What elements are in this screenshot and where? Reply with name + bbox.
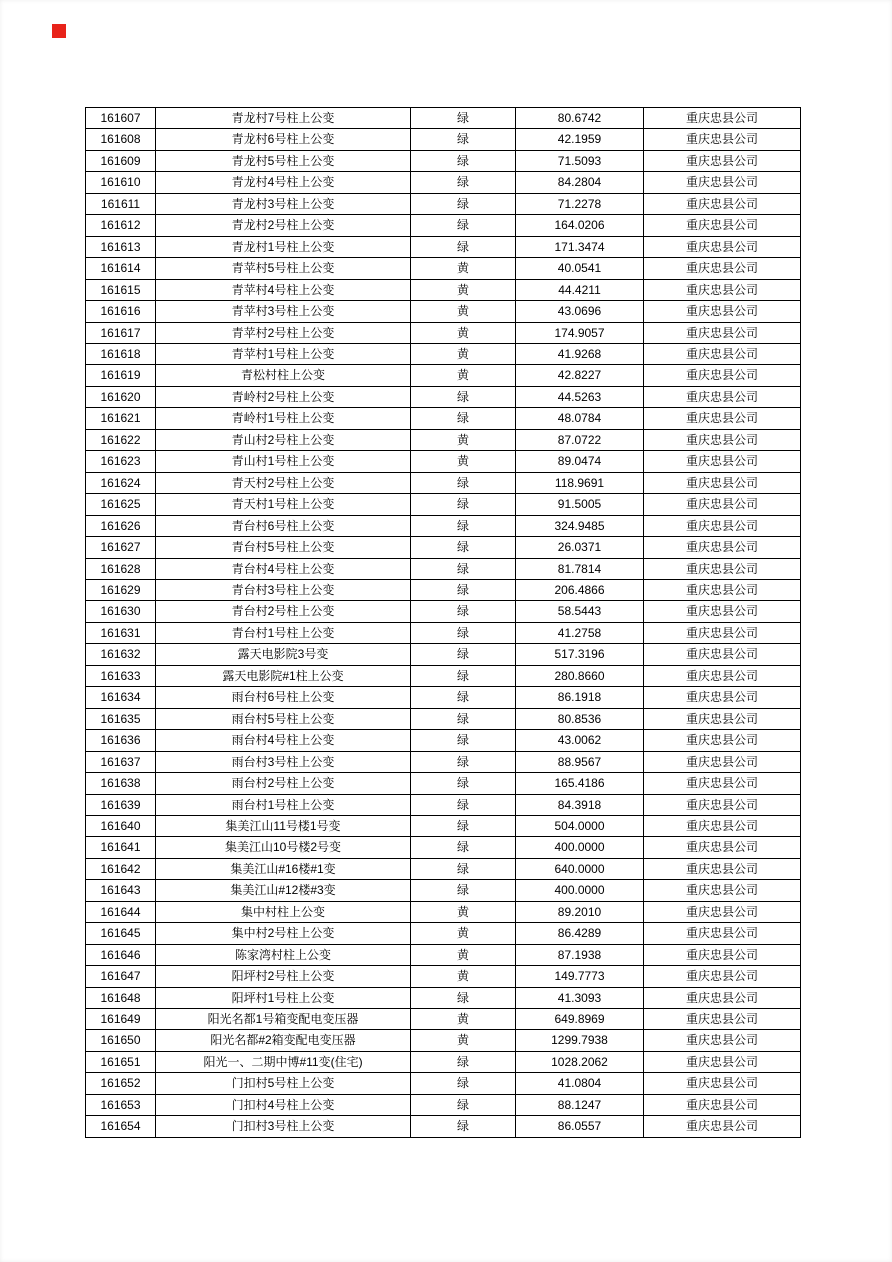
table-row (86, 1073, 801, 1094)
cell-company: 重庆忠县公司 (644, 386, 801, 407)
cell-status-color: 绿 (411, 236, 516, 257)
cell-status-color: 黄 (411, 1030, 516, 1051)
cell-company: 重庆忠县公司 (644, 408, 801, 429)
table-row (86, 601, 801, 622)
cell-company: 重庆忠县公司 (644, 687, 801, 708)
cell-load-value: 89.2010 (516, 901, 644, 922)
cell-row-id: 161639 (86, 794, 156, 815)
cell-load-value: 43.0062 (516, 730, 644, 751)
table-row (86, 665, 801, 686)
cell-company: 重庆忠县公司 (644, 558, 801, 579)
cell-company: 重庆忠县公司 (644, 515, 801, 536)
cell-load-value: 41.2758 (516, 622, 644, 643)
cell-status-color: 黄 (411, 901, 516, 922)
cell-device-name: 青苹村2号柱上公变 (156, 322, 411, 343)
cell-load-value: 26.0371 (516, 537, 644, 558)
cell-company: 重庆忠县公司 (644, 601, 801, 622)
cell-status-color: 黄 (411, 279, 516, 300)
cell-status-color: 黄 (411, 322, 516, 343)
cell-row-id: 161631 (86, 622, 156, 643)
table-row (86, 579, 801, 600)
table-row (86, 108, 801, 129)
table-body (86, 108, 801, 1138)
cell-device-name: 青龙村5号柱上公变 (156, 150, 411, 171)
table-row (86, 386, 801, 407)
cell-status-color: 绿 (411, 858, 516, 879)
cell-company: 重庆忠县公司 (644, 644, 801, 665)
cell-load-value: 87.1938 (516, 944, 644, 965)
cell-load-value: 91.5005 (516, 494, 644, 515)
transformer-table (85, 107, 801, 1138)
cell-row-id: 161613 (86, 236, 156, 257)
table-row (86, 494, 801, 515)
cell-row-id: 161654 (86, 1116, 156, 1137)
cell-row-id: 161628 (86, 558, 156, 579)
cell-load-value: 1299.7938 (516, 1030, 644, 1051)
cell-status-color: 黄 (411, 966, 516, 987)
cell-status-color: 绿 (411, 215, 516, 236)
cell-row-id: 161652 (86, 1073, 156, 1094)
cell-status-color: 绿 (411, 515, 516, 536)
cell-row-id: 161630 (86, 601, 156, 622)
cell-company: 重庆忠县公司 (644, 108, 801, 129)
cell-load-value: 1028.2062 (516, 1051, 644, 1072)
cell-status-color: 绿 (411, 708, 516, 729)
cell-status-color: 绿 (411, 794, 516, 815)
cell-load-value: 80.6742 (516, 108, 644, 129)
table-row (86, 622, 801, 643)
cell-row-id: 161629 (86, 579, 156, 600)
table-row (86, 837, 801, 858)
cell-row-id: 161627 (86, 537, 156, 558)
cell-device-name: 阳光名都#2箱变配电变压器 (156, 1030, 411, 1051)
cell-company: 重庆忠县公司 (644, 1030, 801, 1051)
cell-load-value: 43.0696 (516, 301, 644, 322)
cell-device-name: 青苹村1号柱上公变 (156, 343, 411, 364)
cell-device-name: 门扣村5号柱上公变 (156, 1073, 411, 1094)
cell-company: 重庆忠县公司 (644, 858, 801, 879)
cell-company: 重庆忠县公司 (644, 365, 801, 386)
cell-row-id: 161635 (86, 708, 156, 729)
cell-row-id: 161622 (86, 429, 156, 450)
cell-device-name: 青岭村1号柱上公变 (156, 408, 411, 429)
cell-device-name: 露天电影院#1柱上公变 (156, 665, 411, 686)
cell-status-color: 绿 (411, 622, 516, 643)
table-row (86, 966, 801, 987)
cell-row-id: 161608 (86, 129, 156, 150)
cell-status-color: 黄 (411, 944, 516, 965)
cell-load-value: 58.5443 (516, 601, 644, 622)
cell-row-id: 161623 (86, 451, 156, 472)
cell-load-value: 80.8536 (516, 708, 644, 729)
cell-device-name: 青龙村7号柱上公变 (156, 108, 411, 129)
cell-row-id: 161624 (86, 472, 156, 493)
cell-status-color: 黄 (411, 923, 516, 944)
cell-device-name: 阳光名都1号箱变配电变压器 (156, 1009, 411, 1030)
cell-device-name: 青天村2号柱上公变 (156, 472, 411, 493)
cell-load-value: 44.4211 (516, 279, 644, 300)
cell-status-color: 绿 (411, 1094, 516, 1115)
cell-status-color: 绿 (411, 751, 516, 772)
table-row (86, 193, 801, 214)
table-row (86, 730, 801, 751)
cell-device-name: 阳光一、二期中博#11变(住宅) (156, 1051, 411, 1072)
cell-company: 重庆忠县公司 (644, 773, 801, 794)
cell-device-name: 青台村6号柱上公变 (156, 515, 411, 536)
table-row (86, 794, 801, 815)
cell-device-name: 集美江山#12楼#3变 (156, 880, 411, 901)
cell-company: 重庆忠县公司 (644, 1073, 801, 1094)
cell-company: 重庆忠县公司 (644, 815, 801, 836)
cell-device-name: 青岭村2号柱上公变 (156, 386, 411, 407)
cell-company: 重庆忠县公司 (644, 236, 801, 257)
cell-status-color: 绿 (411, 987, 516, 1008)
cell-device-name: 青苹村3号柱上公变 (156, 301, 411, 322)
cell-device-name: 陈家湾村柱上公变 (156, 944, 411, 965)
cell-company: 重庆忠县公司 (644, 215, 801, 236)
cell-company: 重庆忠县公司 (644, 579, 801, 600)
cell-row-id: 161609 (86, 150, 156, 171)
cell-company: 重庆忠县公司 (644, 343, 801, 364)
cell-company: 重庆忠县公司 (644, 1094, 801, 1115)
table-row (86, 901, 801, 922)
table-row (86, 258, 801, 279)
cell-row-id: 161614 (86, 258, 156, 279)
table-row (86, 687, 801, 708)
cell-device-name: 青龙村6号柱上公变 (156, 129, 411, 150)
cell-company: 重庆忠县公司 (644, 1051, 801, 1072)
cell-status-color: 绿 (411, 1116, 516, 1137)
cell-row-id: 161646 (86, 944, 156, 965)
cell-device-name: 青台村5号柱上公变 (156, 537, 411, 558)
cell-status-color: 绿 (411, 558, 516, 579)
cell-row-id: 161645 (86, 923, 156, 944)
cell-load-value: 41.3093 (516, 987, 644, 1008)
table-row (86, 944, 801, 965)
cell-device-name: 青台村4号柱上公变 (156, 558, 411, 579)
cell-status-color: 绿 (411, 773, 516, 794)
cell-row-id: 161611 (86, 193, 156, 214)
cell-load-value: 81.7814 (516, 558, 644, 579)
cell-company: 重庆忠县公司 (644, 301, 801, 322)
cell-company: 重庆忠县公司 (644, 279, 801, 300)
cell-status-color: 绿 (411, 193, 516, 214)
cell-load-value: 165.4186 (516, 773, 644, 794)
cell-load-value: 118.9691 (516, 472, 644, 493)
cell-row-id: 161619 (86, 365, 156, 386)
cell-device-name: 雨台村1号柱上公变 (156, 794, 411, 815)
cell-row-id: 161650 (86, 1030, 156, 1051)
cell-device-name: 青山村1号柱上公变 (156, 451, 411, 472)
cell-device-name: 露天电影院3号变 (156, 644, 411, 665)
cell-device-name: 青苹村5号柱上公变 (156, 258, 411, 279)
cell-company: 重庆忠县公司 (644, 880, 801, 901)
cell-row-id: 161610 (86, 172, 156, 193)
cell-device-name: 集中村柱上公变 (156, 901, 411, 922)
cell-row-id: 161632 (86, 644, 156, 665)
cell-company: 重庆忠县公司 (644, 708, 801, 729)
cell-load-value: 84.3918 (516, 794, 644, 815)
cell-device-name: 集美江山#16楼#1变 (156, 858, 411, 879)
cell-device-name: 青台村1号柱上公变 (156, 622, 411, 643)
cell-row-id: 161616 (86, 301, 156, 322)
table-row (86, 1051, 801, 1072)
cell-device-name: 青天村1号柱上公变 (156, 494, 411, 515)
cell-company: 重庆忠县公司 (644, 794, 801, 815)
cell-row-id: 161618 (86, 343, 156, 364)
cell-load-value: 86.0557 (516, 1116, 644, 1137)
cell-load-value: 324.9485 (516, 515, 644, 536)
cell-company: 重庆忠县公司 (644, 193, 801, 214)
cell-row-id: 161636 (86, 730, 156, 751)
cell-load-value: 649.8969 (516, 1009, 644, 1030)
table-row (86, 858, 801, 879)
cell-row-id: 161626 (86, 515, 156, 536)
cell-status-color: 黄 (411, 301, 516, 322)
cell-status-color: 绿 (411, 837, 516, 858)
cell-status-color: 黄 (411, 258, 516, 279)
cell-device-name: 集美江山10号楼2号变 (156, 837, 411, 858)
cell-status-color: 绿 (411, 150, 516, 171)
cell-load-value: 88.1247 (516, 1094, 644, 1115)
cell-load-value: 640.0000 (516, 858, 644, 879)
cell-load-value: 86.4289 (516, 923, 644, 944)
cell-device-name: 雨台村4号柱上公变 (156, 730, 411, 751)
cell-load-value: 149.7773 (516, 966, 644, 987)
cell-status-color: 绿 (411, 129, 516, 150)
cell-status-color: 绿 (411, 1073, 516, 1094)
table-row (86, 1116, 801, 1137)
table-row (86, 365, 801, 386)
cell-status-color: 绿 (411, 494, 516, 515)
table-row (86, 751, 801, 772)
cell-load-value: 87.0722 (516, 429, 644, 450)
cell-device-name: 雨台村6号柱上公变 (156, 687, 411, 708)
table-row (86, 429, 801, 450)
cell-company: 重庆忠县公司 (644, 730, 801, 751)
cell-row-id: 161621 (86, 408, 156, 429)
cell-load-value: 42.8227 (516, 365, 644, 386)
table-row (86, 1009, 801, 1030)
cell-load-value: 44.5263 (516, 386, 644, 407)
cell-load-value: 88.9567 (516, 751, 644, 772)
cell-row-id: 161648 (86, 987, 156, 1008)
cell-device-name: 阳坪村2号柱上公变 (156, 966, 411, 987)
cell-load-value: 400.0000 (516, 880, 644, 901)
cell-load-value: 41.0804 (516, 1073, 644, 1094)
table-row (86, 236, 801, 257)
table-row (86, 987, 801, 1008)
table-row (86, 172, 801, 193)
table-row (86, 472, 801, 493)
table-row (86, 408, 801, 429)
cell-row-id: 161641 (86, 837, 156, 858)
cell-load-value: 206.4866 (516, 579, 644, 600)
cell-load-value: 171.3474 (516, 236, 644, 257)
cell-load-value: 42.1959 (516, 129, 644, 150)
cell-device-name: 雨台村5号柱上公变 (156, 708, 411, 729)
table-row (86, 1094, 801, 1115)
table-row (86, 150, 801, 171)
table-row (86, 215, 801, 236)
table-row (86, 558, 801, 579)
table-row (86, 343, 801, 364)
cell-row-id: 161642 (86, 858, 156, 879)
cell-device-name: 青龙村3号柱上公变 (156, 193, 411, 214)
cell-load-value: 89.0474 (516, 451, 644, 472)
cell-load-value: 40.0541 (516, 258, 644, 279)
cell-company: 重庆忠县公司 (644, 751, 801, 772)
cell-load-value: 504.0000 (516, 815, 644, 836)
cell-load-value: 71.5093 (516, 150, 644, 171)
cell-row-id: 161625 (86, 494, 156, 515)
cell-status-color: 绿 (411, 172, 516, 193)
table-row (86, 451, 801, 472)
table-row (86, 923, 801, 944)
cell-device-name: 雨台村2号柱上公变 (156, 773, 411, 794)
cell-status-color: 绿 (411, 472, 516, 493)
cell-company: 重庆忠县公司 (644, 129, 801, 150)
cell-company: 重庆忠县公司 (644, 1116, 801, 1137)
cell-row-id: 161637 (86, 751, 156, 772)
cell-company: 重庆忠县公司 (644, 923, 801, 944)
cell-device-name: 青山村2号柱上公变 (156, 429, 411, 450)
cell-status-color: 黄 (411, 429, 516, 450)
cell-row-id: 161644 (86, 901, 156, 922)
cell-row-id: 161620 (86, 386, 156, 407)
cell-load-value: 41.9268 (516, 343, 644, 364)
cell-company: 重庆忠县公司 (644, 472, 801, 493)
table-row (86, 301, 801, 322)
cell-status-color: 绿 (411, 537, 516, 558)
table-row (86, 708, 801, 729)
cell-status-color: 黄 (411, 451, 516, 472)
table-row (86, 773, 801, 794)
cell-company: 重庆忠县公司 (644, 429, 801, 450)
cell-load-value: 86.1918 (516, 687, 644, 708)
cell-row-id: 161651 (86, 1051, 156, 1072)
cell-status-color: 绿 (411, 601, 516, 622)
cell-company: 重庆忠县公司 (644, 451, 801, 472)
cell-row-id: 161640 (86, 815, 156, 836)
cell-load-value: 400.0000 (516, 837, 644, 858)
cell-status-color: 黄 (411, 343, 516, 364)
table-row (86, 815, 801, 836)
cell-status-color: 黄 (411, 1009, 516, 1030)
table-row (86, 515, 801, 536)
cell-company: 重庆忠县公司 (644, 966, 801, 987)
cell-row-id: 161638 (86, 773, 156, 794)
cell-device-name: 青松村柱上公变 (156, 365, 411, 386)
table-row (86, 880, 801, 901)
cell-load-value: 48.0784 (516, 408, 644, 429)
cell-device-name: 门扣村4号柱上公变 (156, 1094, 411, 1115)
cell-status-color: 绿 (411, 880, 516, 901)
cell-row-id: 161633 (86, 665, 156, 686)
cell-company: 重庆忠县公司 (644, 1009, 801, 1030)
cell-row-id: 161617 (86, 322, 156, 343)
cell-company: 重庆忠县公司 (644, 987, 801, 1008)
cell-status-color: 黄 (411, 365, 516, 386)
cell-status-color: 绿 (411, 408, 516, 429)
cell-device-name: 阳坪村1号柱上公变 (156, 987, 411, 1008)
table-row (86, 537, 801, 558)
cell-row-id: 161643 (86, 880, 156, 901)
cell-load-value: 164.0206 (516, 215, 644, 236)
cell-device-name: 青台村2号柱上公变 (156, 601, 411, 622)
cell-status-color: 绿 (411, 815, 516, 836)
cell-company: 重庆忠县公司 (644, 944, 801, 965)
cell-company: 重庆忠县公司 (644, 901, 801, 922)
cell-device-name: 门扣村3号柱上公变 (156, 1116, 411, 1137)
cell-status-color: 绿 (411, 386, 516, 407)
cell-row-id: 161607 (86, 108, 156, 129)
table-row (86, 322, 801, 343)
cell-device-name: 集美江山11号楼1号变 (156, 815, 411, 836)
cell-device-name: 青龙村4号柱上公变 (156, 172, 411, 193)
cell-status-color: 绿 (411, 687, 516, 708)
cell-status-color: 绿 (411, 665, 516, 686)
cell-company: 重庆忠县公司 (644, 322, 801, 343)
cell-device-name: 青台村3号柱上公变 (156, 579, 411, 600)
cell-status-color: 绿 (411, 730, 516, 751)
cell-status-color: 绿 (411, 644, 516, 665)
cell-load-value: 71.2278 (516, 193, 644, 214)
cell-device-name: 青龙村2号柱上公变 (156, 215, 411, 236)
table-row (86, 1030, 801, 1051)
cell-load-value: 280.8660 (516, 665, 644, 686)
cell-device-name: 青龙村1号柱上公变 (156, 236, 411, 257)
cell-row-id: 161647 (86, 966, 156, 987)
cell-status-color: 绿 (411, 108, 516, 129)
cell-load-value: 84.2804 (516, 172, 644, 193)
cell-status-color: 绿 (411, 579, 516, 600)
table-row (86, 279, 801, 300)
cell-company: 重庆忠县公司 (644, 537, 801, 558)
table-row (86, 644, 801, 665)
cell-device-name: 青苹村4号柱上公变 (156, 279, 411, 300)
cell-row-id: 161615 (86, 279, 156, 300)
cell-load-value: 517.3196 (516, 644, 644, 665)
cell-device-name: 雨台村3号柱上公变 (156, 751, 411, 772)
cell-row-id: 161634 (86, 687, 156, 708)
cell-device-name: 集中村2号柱上公变 (156, 923, 411, 944)
red-marker-square (52, 24, 66, 38)
cell-company: 重庆忠县公司 (644, 494, 801, 515)
cell-company: 重庆忠县公司 (644, 150, 801, 171)
cell-company: 重庆忠县公司 (644, 172, 801, 193)
cell-company: 重庆忠县公司 (644, 622, 801, 643)
cell-row-id: 161649 (86, 1009, 156, 1030)
table-row (86, 129, 801, 150)
cell-company: 重庆忠县公司 (644, 837, 801, 858)
cell-status-color: 绿 (411, 1051, 516, 1072)
cell-row-id: 161653 (86, 1094, 156, 1115)
cell-company: 重庆忠县公司 (644, 665, 801, 686)
cell-row-id: 161612 (86, 215, 156, 236)
cell-company: 重庆忠县公司 (644, 258, 801, 279)
cell-load-value: 174.9057 (516, 322, 644, 343)
